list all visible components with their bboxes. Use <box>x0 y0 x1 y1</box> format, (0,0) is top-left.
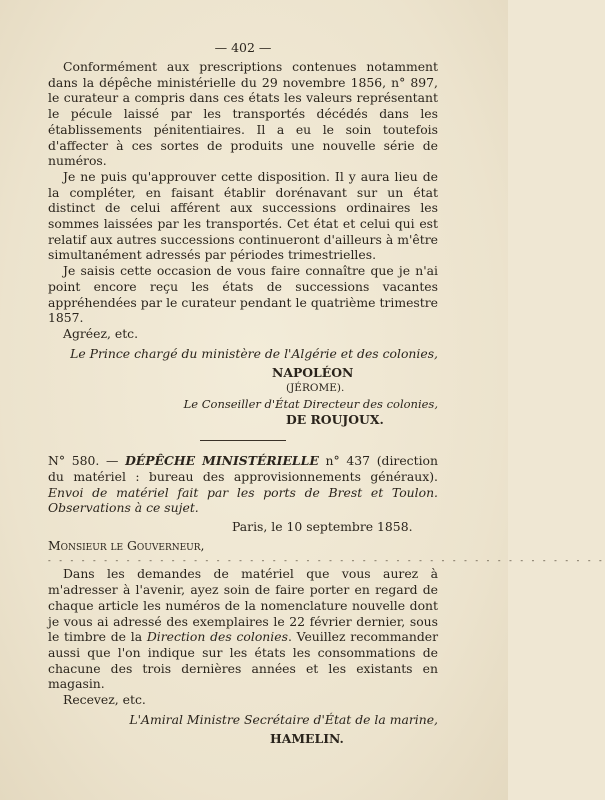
countersign-title: Le Conseiller d'État Directeur des colonies, <box>183 396 438 411</box>
heading-dash: — <box>99 453 126 469</box>
dispatch-number: N° 580. <box>48 453 100 469</box>
paragraph-4-part-c: . Veuillez recommander aussi que l'on indique sur les états les consommations de chacune des trois dernières années et les existants en magasin. <box>48 629 439 692</box>
dateline: Paris, le 10 septembre 1858. <box>232 518 413 534</box>
section-divider <box>200 440 286 441</box>
closing-1: Agréez, etc. <box>63 325 139 341</box>
signature-1-title: Le Prince chargé du ministère de l'Algérie et des colonies, <box>70 345 438 361</box>
signature-2-title: L'Amiral Ministre Secrétaire d'État de la marine, <box>129 711 438 727</box>
paragraph-2: Je ne puis qu'approuver cette disposition. Il y aura lieu de la compléter, en faisant établir dorénavant sur un état distinct de celui afférent aux successions ordinaires les sommes laissées par les transportés. Cet état et celui qui est relatif aux autres successions continueront d'ailleurs à m'être simultanément adressés par périodes trimestrielles. <box>48 168 438 263</box>
signature-1-subname: (JÉROME). <box>286 382 345 395</box>
paragraph-4-italic: Direction des colonies <box>146 629 288 645</box>
closing-2: Recevez, etc. <box>63 692 146 708</box>
dispatch-heading <box>48 453 438 516</box>
paragraph-4-part-a: Dans les demandes de matériel que vous aurez à m'adresser à l'avenir, ayez soin de faire porter en regard de chaque article les numéros de la nomenclature nouvelle dont je vous ai adressé des exemplaires le 22 février dernier, sous le timbre de la <box>48 566 438 645</box>
page-number: — 402 — <box>214 40 272 55</box>
dispatch-reference: n° 437 (direction du matériel : bureau des approvisionnements généraux). <box>48 453 438 484</box>
dispatch-title: DÉPÊCHE MINISTÉRIELLE <box>125 453 319 469</box>
paragraph-4 <box>48 566 438 692</box>
salutation: Monsieur le Gouverneur, <box>48 537 205 553</box>
countersign-name: DE ROUJOUX. <box>286 412 384 428</box>
page-content <box>48 40 605 747</box>
dispatch-subject: Envoi de matériel fait par les ports de Brest et Toulon. Observations à ce sujet. <box>48 484 438 516</box>
signature-2-name: HAMELIN. <box>270 731 344 747</box>
paragraph-1: Conformément aux prescriptions contenues notamment dans la dépêche ministérielle du 29 novembre 1856, n° 897, le curateur a compris dans ces états les valeurs représentant le pécule laissé par les transportés décédés dans les établissements pénitentiaires. Il a eu le soin toutefois d'affecter à ces sortes de produits une nouvelle série de numéros. <box>48 59 438 169</box>
signature-1-name: NAPOLÉON <box>272 365 354 381</box>
ellipsis-dots: - - - - - - - - - - - - - - - - - - - - - - - - - - - - - - - - - - - - - - - - - - - - - - - - - - <box>48 556 605 566</box>
paragraph-3: Je saisis cette occasion de vous faire connaître que je n'ai point encore reçu les états de successions vacantes appréhendées par le curateur pendant le quatrième trimestre 1857. <box>48 263 438 326</box>
